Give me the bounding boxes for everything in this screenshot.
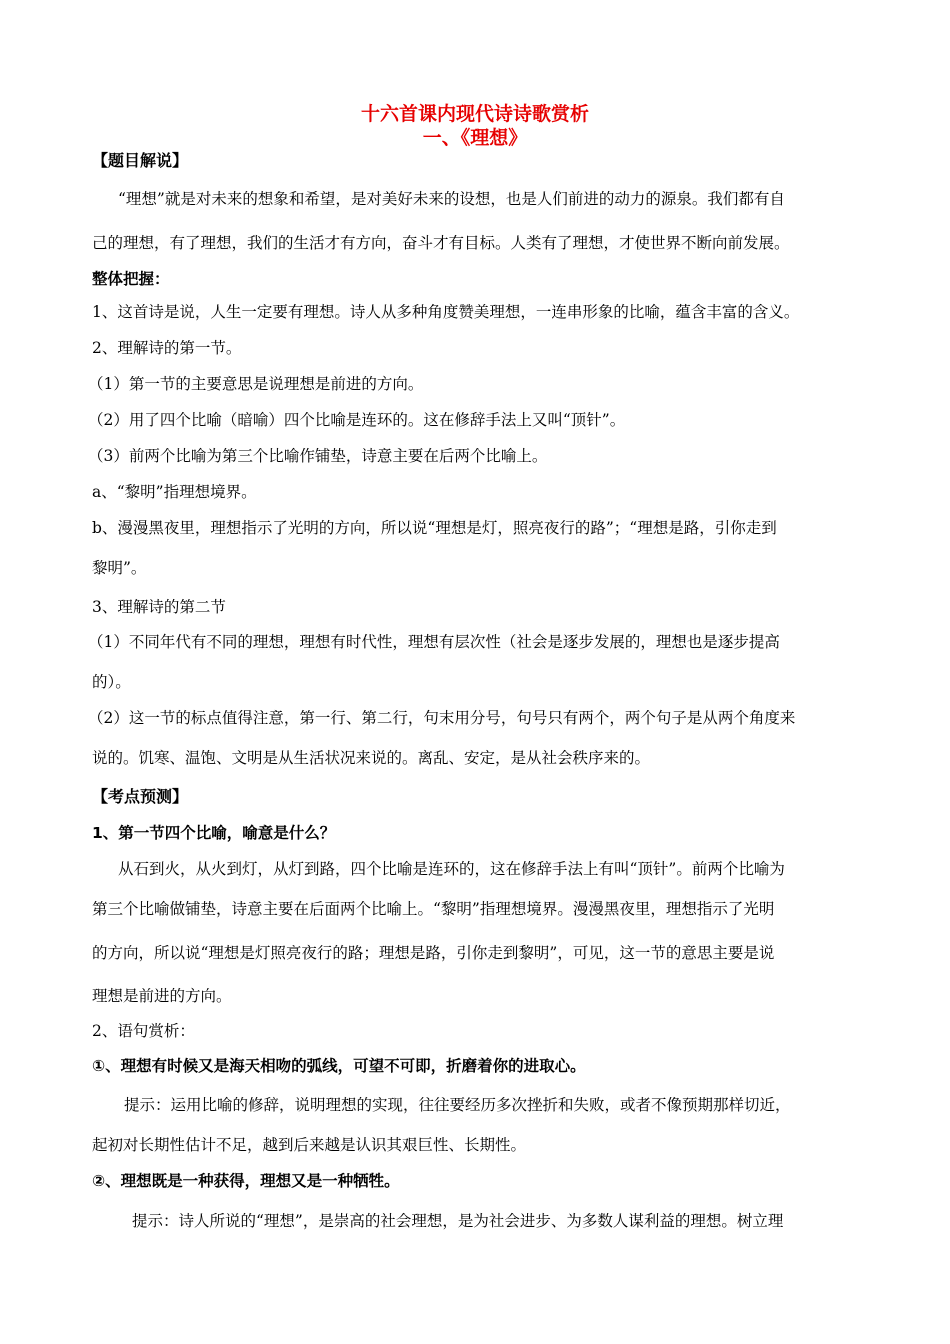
list-item: （1）不同年代有不同的理想，理想有时代性，理想有层次性（社会是逐步发展的，理想也是逐步提高: [88, 633, 780, 651]
hint-line: 起初对长期性估计不足，越到后来越是认识其艰巨性、长期性。: [92, 1136, 527, 1154]
list-item: 3、理解诗的第二节: [92, 598, 226, 616]
list-item: b、漫漫黑夜里，理想指示了光明的方向，所以说“理想是灯，照亮夜行的路”；“理想是路，引你走到: [92, 519, 777, 537]
list-item: 黎明”。: [92, 559, 147, 577]
quoted-sentence: ①、理想有时候又是海天相吻的弧线，可望不可即，折磨着你的进取心。: [92, 1057, 586, 1075]
section-heading-prediction: 【考点预测】: [92, 787, 189, 806]
section-heading-topic: 【题目解说】: [92, 151, 189, 170]
paragraph-line: 己的理想，有了理想，我们的生活才有方向，奋斗才有目标。人类有了理想，才使世界不断向前发展。: [92, 234, 790, 252]
hint-line: 提示：运用比喻的修辞，说明理想的实现，往往要经历多次挫折和失败，或者不像预期那样切近，: [124, 1096, 791, 1114]
question: 1、第一节四个比喻，喻意是什么？: [92, 824, 336, 842]
answer-line: 理想是前进的方向。: [92, 987, 232, 1005]
answer-line: 的方向，所以说“理想是灯照亮夜行的路；理想是路，引你走到黎明”，可见，这一节的意思主要是说: [92, 944, 775, 962]
list-item: 2、理解诗的第一节。: [92, 339, 242, 357]
paragraph-line: “理想”就是对未来的想象和希望，是对美好未来的设想，也是人们前进的动力的源泉。我们都有自: [118, 190, 785, 208]
question: 2、语句赏析：: [92, 1022, 195, 1040]
document-subtitle: 一、《理想》: [422, 127, 528, 149]
answer-line: 从石到火，从火到灯，从灯到路，四个比喻是连环的，这在修辞手法上有叫“顶针”。前两个比喻为: [118, 860, 785, 878]
list-item: 说的。饥寒、温饱、文明是从生活状况来说的。离乱、安定，是从社会秩序来的。: [92, 749, 651, 767]
list-item: 的）。: [92, 673, 131, 691]
quoted-sentence: ②、理想既是一种获得，理想又是一种牺牲。: [92, 1172, 400, 1190]
list-item: （2）用了四个比喻（暗喻）四个比喻是连环的。这在修辞手法上又叫“顶针”。: [88, 411, 626, 429]
list-item: （2）这一节的标点值得注意，第一行、第二行，句末用分号，句号只有两个，两个句子是从两个角度来: [88, 709, 796, 727]
list-item: a、“黎明”指理想境界。: [92, 483, 257, 501]
list-item: （3）前两个比喻为第三个比喻作铺垫，诗意主要在后两个比喻上。: [88, 447, 548, 465]
section-heading-overview: 整体把握：: [92, 270, 170, 288]
answer-line: 第三个比喻做铺垫，诗意主要在后面两个比喻上。“黎明”指理想境界。漫漫黑夜里，理想指示了光明: [92, 900, 775, 918]
document-title: 十六首课内现代诗诗歌赏析: [360, 103, 589, 125]
list-item: 1、这首诗是说，人生一定要有理想。诗人从多种角度赞美理想，一连串形象的比喻，蕴含丰富的含义。: [92, 303, 800, 321]
hint-line: 提示：诗人所说的“理想”，是崇高的社会理想，是为社会进步、为多数人谋利益的理想。树立理: [132, 1212, 784, 1230]
list-item: （1）第一节的主要意思是说理想是前进的方向。: [88, 375, 424, 393]
